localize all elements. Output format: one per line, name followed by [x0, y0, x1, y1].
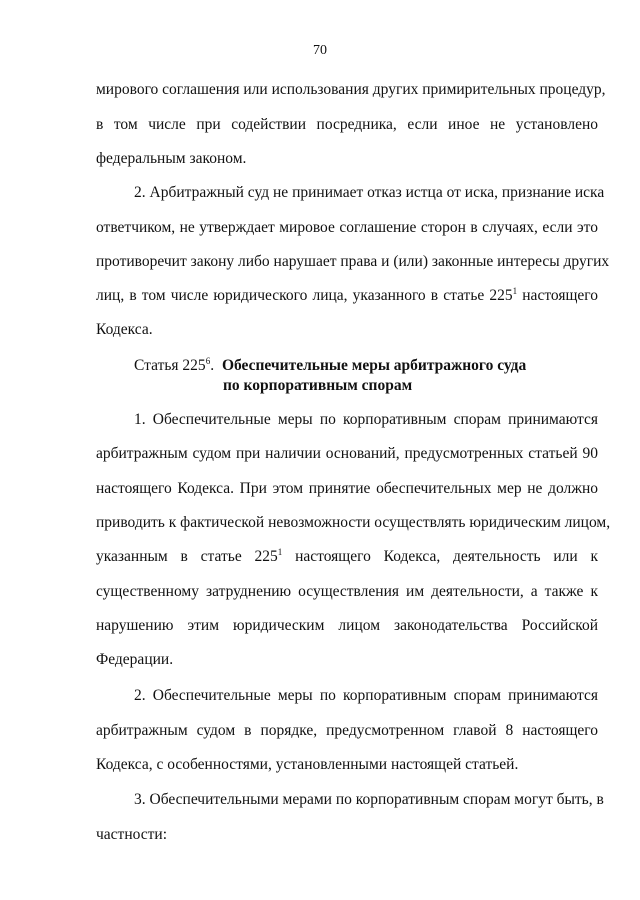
- text-line: настоящего Кодекса. При этом принятие обеспечительных мер не должно: [96, 480, 598, 497]
- text-line: нарушению этим юридическим лицом законодательства Российской: [96, 617, 598, 634]
- text-line: арбитражным судом при наличии оснований, предусмотренных статьей 90: [96, 445, 598, 462]
- article-number-dot: .: [210, 357, 215, 374]
- article-number-superscript: 6: [205, 356, 211, 366]
- page-number: 70: [313, 43, 327, 58]
- text-line: Федерации.: [96, 651, 174, 668]
- superscript: 1: [277, 547, 283, 557]
- article-number: Статья 225: [134, 357, 206, 374]
- text-line: 1. Обеспечительные меры по корпоративным спорам принимаются: [134, 411, 598, 428]
- text-line: мирового соглашения или использования других примирительных процедур,: [96, 81, 606, 98]
- text-line: арбитражным судом в порядке, предусмотренном главой 8 настоящего: [96, 722, 598, 739]
- text-fragment: лиц, в том числе юридического лица, указанного в статье 225: [96, 287, 513, 304]
- text-line: 2. Арбитражный суд не принимает отказ истца от иска, признание иска: [134, 184, 605, 201]
- text-line: частности:: [96, 826, 168, 843]
- text-line: существенному затруднению осуществления им деятельности, а также к: [96, 583, 598, 600]
- text-line: ответчиком, не утверждает мировое соглашение сторон в случаях, если это: [96, 219, 598, 236]
- article-heading-line-1: [134, 356, 526, 376]
- text-line: приводить к фактической невозможности осуществлять юридическим лицом,: [96, 514, 611, 531]
- article-title-line-2: по корпоративным спорам: [223, 377, 413, 394]
- text-line-with-reference: [96, 547, 598, 567]
- text-line: 3. Обеспечительными мерами по корпоративным спорам могут быть, в: [134, 791, 604, 808]
- text-line-with-reference: [96, 286, 598, 306]
- text-line: противоречит закону либо нарушает права и (или) законные интересы других: [96, 253, 610, 270]
- text-line: 2. Обеспечительные меры по корпоративным спорам принимаются: [134, 687, 598, 704]
- article-title: Обеспечительные меры арбитражного суда: [221, 357, 527, 374]
- text-fragment: указанным в статье 225: [96, 548, 278, 565]
- superscript: 1: [512, 286, 518, 296]
- text-line: в том числе при содействии посредника, если иное не установлено: [96, 116, 598, 133]
- text-fragment: настоящего: [522, 287, 599, 304]
- text-line: федеральным законом.: [96, 150, 247, 167]
- text-fragment: настоящего Кодекса, деятельность или к: [295, 548, 598, 565]
- text-line: Кодекса, с особенностями, установленными настоящей статьей.: [96, 756, 519, 773]
- text-line: Кодекса.: [96, 321, 153, 338]
